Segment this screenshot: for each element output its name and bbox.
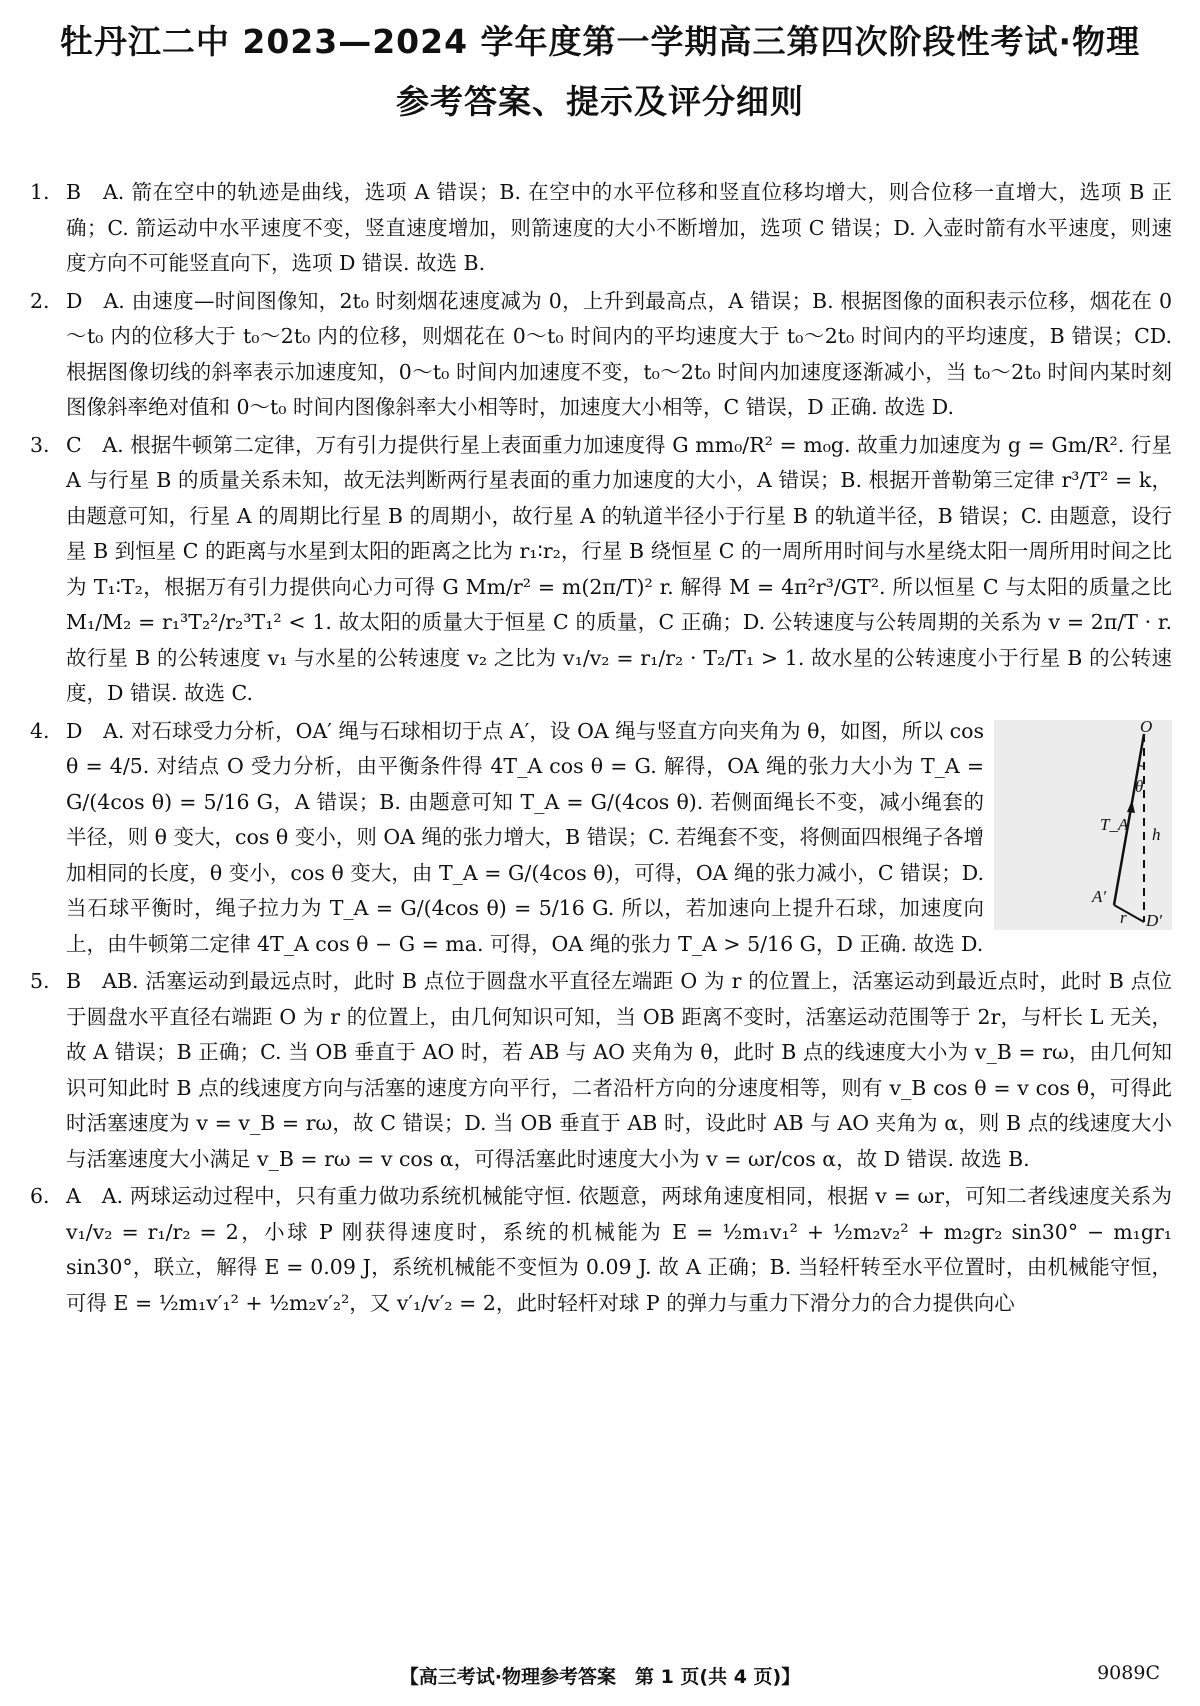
answer-text: B A. 箭在空中的轨迹是曲线，选项 A 错误；B. 在空中的水平位移和竖直位移均增大，则合位移一直增大，选项 B 正确；C. 箭运动中水平速度不变，竖直速度增加，则箭速度的大小不断增加，选项 C 错误；D. 入壶时箭有水平速度，则速度方向不可能竖直向下，选项 D 错误. 故选 B. (66, 180, 1172, 275)
label-h: h (1152, 824, 1161, 844)
answer-paragraph (30, 284, 1172, 426)
answer-text: D A. 由速度—时间图像知，2t₀ 时刻烟花速度减为 0，上升到最高点，A 错误；B. 根据图像的面积表示位移，烟花在 0～t₀ 内的位移大于 t₀～2t₀ 内的位移，则烟花在 0～t₀ 时间内的平均速度大于 t₀～2t₀ 时间内的平均速度，B 错误；CD. 根据图像切线的斜率表示加速度知，0～t₀ 时间内加速度不变，t₀～2t₀ 时间内加速度逐渐减小，当 t₀～2t₀ 时间内某时刻图像斜率绝对值和 0～t₀ 时间内图像斜率大小相等时，加速度大小相等，C 错误，D 正确. 故选 D. (66, 288, 1172, 419)
answer-text: C A. 根据牛顿第二定律，万有引力提供行星上表面重力加速度得 G mm₀/R² = m₀g. 故重力加速度为 g = Gm/R². 行星 A 与行星 B 的质量关系未知，故无法判断两行星表面的重力加速度的大小，A 错误；B. 根据开普勒第三定律 r³/T² = k，由题意可知，行星 A 的周期比行星 B 的周期小，故行星 A 的轨道半径小于行星 B 的轨道半径，B 错误；C. 由题意，设行星 B 到恒星 C 的距离与水星到太阳的距离之比为 r₁∶r₂，行星 B 绕恒星 C 的一周所用时间与水星绕太阳一周所用时间之比为 T₁∶T₂，根据万有引力提供向心力可得 G Mm/r² = m(2π/T)² r. 解得 M = 4π²r³/GT². 所以恒星 C 与太阳的质量之比 M₁/M₂ = r₁³T₂²/r₂³T₁² < 1. 故太阳的质量大于恒星 C 的质量，C 正确；D. 公转速度与公转周期的关系为 v = 2π/T · r. 故行星 B 的公转速度 v₁ 与水星的公转速度 v₂ 之比为 v₁/v₂ = r₁/r₂ · T₂/T₁ > 1. 故水星的公转速度小于行星 B 的公转速度，D 错误. 故选 C. (66, 432, 1172, 705)
answer-number: 2. (30, 288, 50, 313)
label-o: O (1140, 719, 1153, 736)
answer-paragraph (30, 175, 1172, 282)
answer-item-6 (30, 1179, 1172, 1321)
rope-force-diagram (994, 720, 1172, 930)
answer-item-1 (30, 175, 1172, 282)
page-footer (0, 1662, 1200, 1692)
answer-number: 4. (30, 718, 50, 743)
answer-list (30, 175, 1172, 1321)
answer-number: 6. (30, 1184, 50, 1208)
footer-exam-code: 9089C (1097, 1662, 1160, 1684)
label-theta: θ (1135, 776, 1144, 796)
answer-text: A A. 两球运动过程中，只有重力做功系统机械能守恒. 依题意，两球角速度相同，根据 v = ωr，可知二者线速度关系为 v₁/v₂ = r₁/r₂ = 2，小球 P 刚获得速度时，系统的机械能为 E = ½m₁v₁² + ½m₂v₂² + m₂gr₂ sin30° − m₁gr₁ sin30°，联立，解得 E = 0.09 J，系统机械能不变恒为 0.09 J. 故 A 正确；B. 当轻杆转至水平位置时，由机械能守恒，可得 E = ½m₁v′₁² + ½m₂v′₂²，又 v′₁/v′₂ = 2，此时轻杆对球 P 的弹力与重力下滑分力的合力提供向心 (66, 1184, 1172, 1315)
page-subtitle: 参考答案、提示及评分细则 (396, 82, 804, 121)
answer-paragraph (30, 964, 1172, 1177)
answer-number: 1. (30, 180, 50, 204)
answer-item-3 (30, 428, 1172, 712)
answer-text: D A. 对石球受力分析，OA′ 绳与石球相切于点 A′，设 OA 绳与竖直方向夹角为 θ，如图，所以 cos θ = 4/5. 对结点 O 受力分析，由平衡条件得 4T_A cos θ = G. 解得，OA 绳的张力大小为 T_A = G/(4cos θ) = 5/16 G，A 错误；B. 由题意可知 T_A = G/(4cos θ). 若侧面绳长不变，减小绳套的半径，则 θ 变大，cos θ 变小，则 OA 绳的张力增大，B 错误；C. 若绳套不变，将侧面四根绳子各增加相同的长度，θ 变小，cos θ 变大，由 T_A = G/(4cos θ)，可得，OA 绳的张力减小，C 错误；D. 当石球平衡时，绳子拉力为 T_A = G/(4cos θ) = 5/16 G. 所以，若加速向上提升石球，加速度向上，由牛顿第二定律 4T_A cos θ − G = ma. 可得，OA 绳的张力 T_A > 5/16 G，D 正确. 故选 D. (66, 718, 984, 956)
answer-item-4 (30, 714, 1172, 963)
footer-page-info: 【高三考试·物理参考答案 第 1 页(共 4 页)】 (399, 1666, 801, 1688)
page-title: 牡丹江二中 2023—2024 学年度第一学期高三第四次阶段性考试·物理 (59, 22, 1141, 61)
answer-paragraph (30, 1179, 1172, 1321)
label-ta: T_A (1100, 814, 1129, 834)
answer-number: 3. (30, 432, 50, 457)
label-d-prime: D′ (1146, 910, 1162, 930)
answer-text: B AB. 活塞运动到最远点时，此时 B 点位于圆盘水平直径左端距 O 为 r 的位置上，活塞运动到最近点时，此时 B 点位于圆盘水平直径右端距 O 为 r 的位置上，由几何知识可知，当 OB 距离不变时，活塞运动范围等于 2r，与杆长 L 无关，故 A 错误；B 正确；C. 当 OB 垂直于 AO 时，若 AB 与 AO 夹角为 θ，此时 B 点的线速度大小为 v_B = rω，由几何知识可知此时 B 点的线速度方向与活塞的速度方向平行，二者沿杆方向的分速度相等，则有 v_B cos θ = v cos θ，可得此时活塞速度为 v = v_B = rω，故 C 错误；D. 当 OB 垂直于 AB 时，设此时 AB 与 AO 夹角为 α，则 B 点的线速度大小与活塞速度大小满足 v_B = rω = v cos α，可得活塞此时速度大小为 v = ωr/cos α，故 D 错误. 故选 B. (66, 969, 1172, 1171)
radius-line (1114, 905, 1144, 922)
answer-paragraph (30, 428, 1172, 712)
answer-item-2 (30, 284, 1172, 426)
answer-number: 5. (30, 969, 50, 993)
answer-item-5 (30, 964, 1172, 1177)
label-r: r (1120, 907, 1127, 927)
label-a-prime: A′ (1092, 886, 1107, 906)
